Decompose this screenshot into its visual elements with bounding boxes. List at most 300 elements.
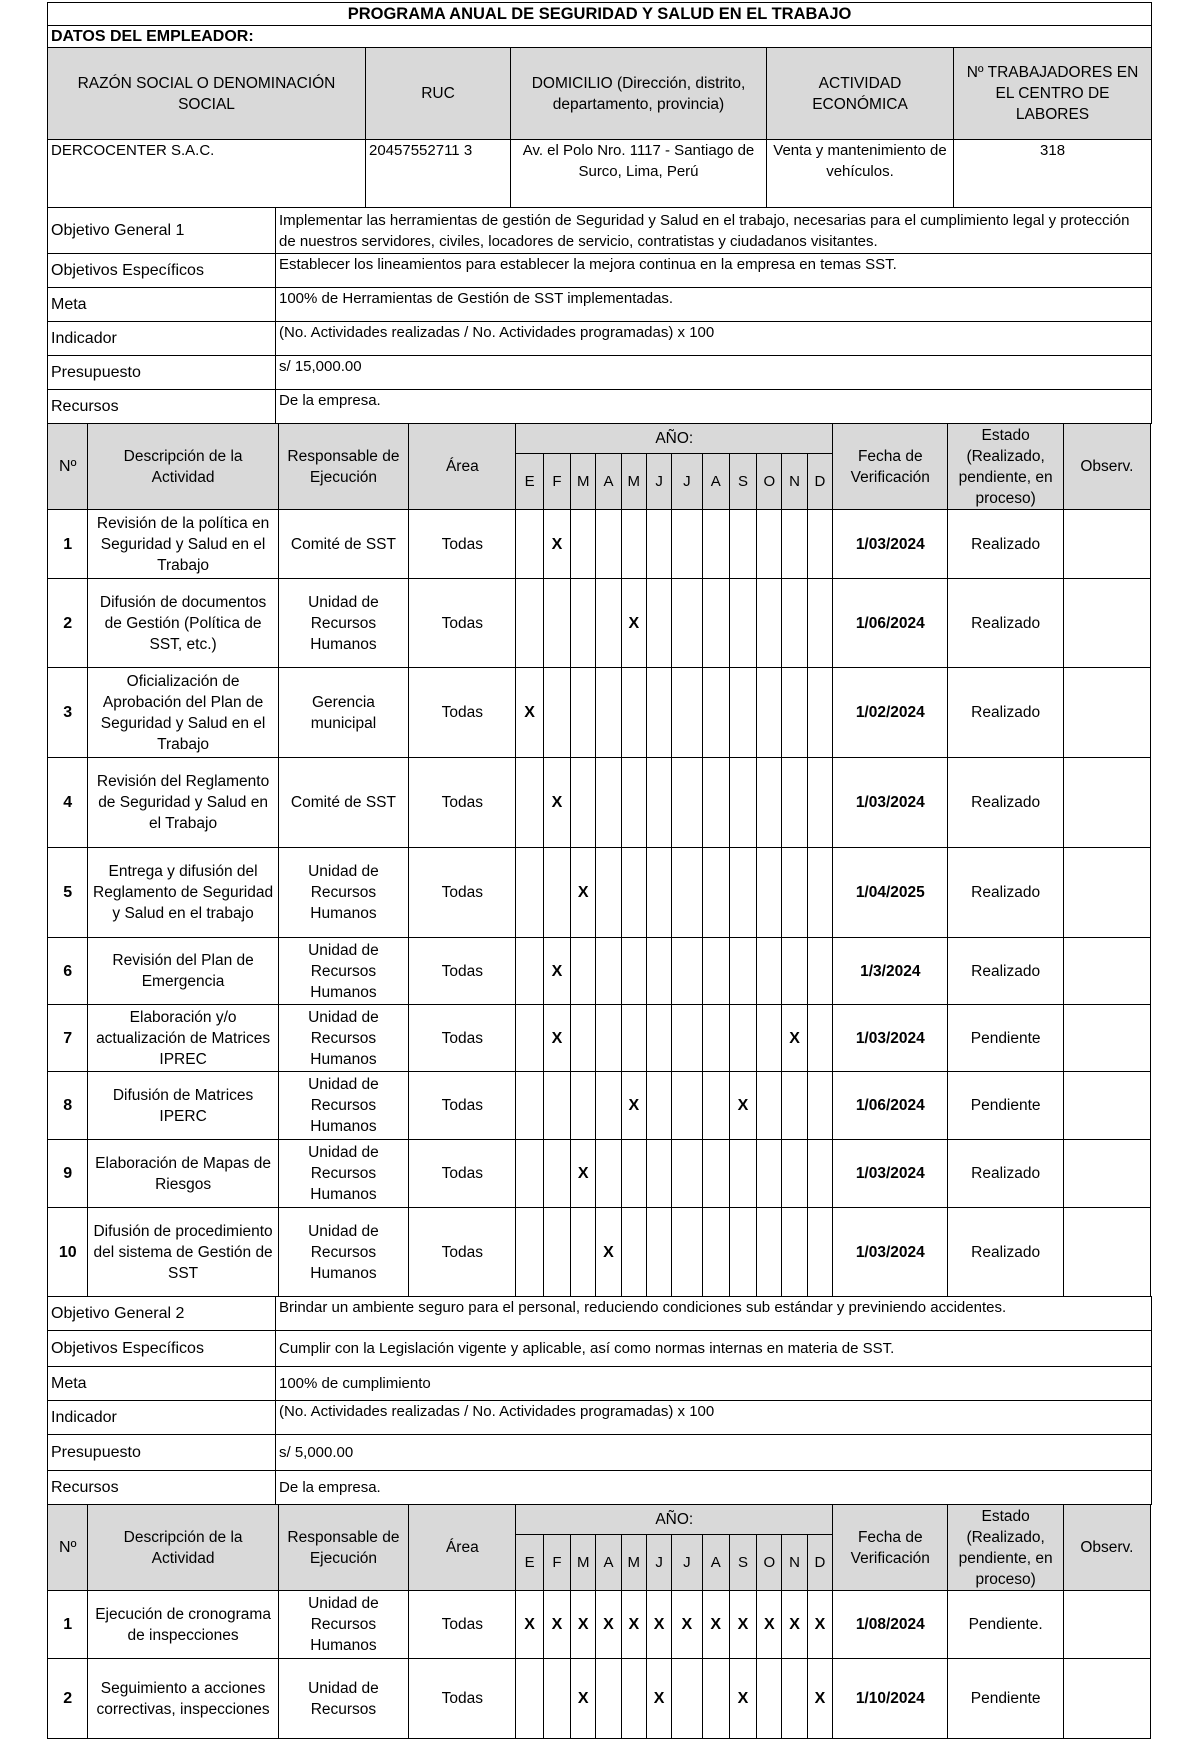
activity-area: Todas (409, 668, 516, 758)
activity-month-mark (702, 938, 729, 1005)
col-descripcion: Descripción de la Actividad (88, 1505, 278, 1591)
obj1-recursos-label: Recursos (48, 390, 276, 424)
activity-month-mark (757, 510, 782, 579)
activity-month-mark (646, 938, 671, 1005)
activity-responsible: Unidad de Recursos Humanos (278, 1072, 409, 1140)
activity-month-mark (621, 1208, 646, 1297)
activity-month-mark (571, 1005, 596, 1072)
activity-month-mark (807, 1072, 832, 1140)
activity-description: Elaboración de Mapas de Riesgos (88, 1140, 278, 1208)
activity-month-mark (621, 1140, 646, 1208)
activity-month-mark (672, 579, 702, 668)
activity-month-mark (646, 579, 671, 668)
activity-month-mark (757, 1140, 782, 1208)
activity-month-mark (729, 510, 756, 579)
activity-month-mark (621, 758, 646, 848)
month-header: J (672, 454, 702, 510)
activity-month-mark (516, 1005, 543, 1072)
obj2-general-value: Brindar un ambiente seguro para el personal, reduciendo condiciones sub estándar y previniendo accidentes. (276, 1297, 1152, 1331)
obj1-presupuesto-value: s/ 15,000.00 (276, 356, 1152, 390)
activity-description: Difusión de Matrices IPERC (88, 1072, 278, 1140)
activity-month-mark: X (516, 1591, 543, 1659)
activity-month-mark (596, 1140, 621, 1208)
activity-status: Pendiente. (948, 1591, 1063, 1659)
month-header: A (596, 1535, 621, 1591)
col-descripcion: Descripción de la Actividad (88, 424, 278, 510)
activity-month-mark (702, 1140, 729, 1208)
activity-verification-date: 1/08/2024 (833, 1591, 948, 1659)
activity-area: Todas (409, 579, 516, 668)
obj2-indicador-label: Indicador (48, 1401, 276, 1435)
activity-month-mark (757, 848, 782, 938)
activity-month-mark (646, 510, 671, 579)
activity-responsible: Unidad de Recursos Humanos (278, 848, 409, 938)
activity-month-mark (596, 579, 621, 668)
activity-month-mark (621, 1659, 646, 1739)
activity-month-mark: X (729, 1072, 756, 1140)
obj2-general-label: Objetivo General 2 (48, 1297, 276, 1331)
activity-row (48, 938, 1151, 1005)
activity-month-mark (757, 1208, 782, 1297)
obj2-recursos-value: De la empresa. (276, 1471, 1152, 1505)
activity-month-mark (672, 510, 702, 579)
activity-month-mark (621, 938, 646, 1005)
month-header: A (596, 454, 621, 510)
activity-verification-date: 1/03/2024 (833, 1208, 948, 1297)
activity-responsible: Comité de SST (278, 510, 409, 579)
col-num: Nº (48, 424, 88, 510)
activity-month-mark: X (646, 1591, 671, 1659)
activity-responsible: Unidad de Recursos Humanos (278, 1208, 409, 1297)
activity-observation (1063, 848, 1150, 938)
activity-month-mark (757, 668, 782, 758)
activity-month-mark (516, 758, 543, 848)
activity-month-mark (516, 1072, 543, 1140)
activity-month-mark (672, 1659, 702, 1739)
activity-verification-date: 1/10/2024 (833, 1659, 948, 1739)
obj2-indicador-value: (No. Actividades realizadas / No. Actividades programadas) x 100 (276, 1401, 1152, 1435)
activity-responsible: Comité de SST (278, 758, 409, 848)
month-header: S (729, 1535, 756, 1591)
activity-month-mark (672, 1005, 702, 1072)
activity-month-mark: X (646, 1659, 671, 1739)
activity-month-mark (672, 1208, 702, 1297)
activity-month-mark: X (543, 510, 570, 579)
obj1-meta-label: Meta (48, 288, 276, 322)
obj1-especificos-value: Establecer los lineamientos para establecer la mejora continua en la empresa en temas SST. (276, 254, 1152, 288)
activity-month-mark (646, 848, 671, 938)
col-observ: Observ. (1063, 1505, 1150, 1591)
month-header: O (757, 1535, 782, 1591)
activity-responsible: Unidad de Recursos (278, 1659, 409, 1739)
activity-month-mark (702, 1005, 729, 1072)
objective2-activities (47, 1504, 1151, 1739)
activity-number: 10 (48, 1208, 88, 1297)
month-header: A (702, 1535, 729, 1591)
activity-observation (1063, 1591, 1150, 1659)
activity-month-mark (543, 1659, 570, 1739)
activity-month-mark (757, 938, 782, 1005)
value-ruc: 20457552711 3 (366, 140, 511, 208)
activity-status: Pendiente (948, 1005, 1063, 1072)
activity-month-mark (782, 668, 807, 758)
activity-area: Todas (409, 1208, 516, 1297)
activity-description: Oficialización de Aprobación del Plan de Seguridad y Salud en el Trabajo (88, 668, 278, 758)
activity-area: Todas (409, 1072, 516, 1140)
activity-observation (1063, 1072, 1150, 1140)
obj2-meta-value: 100% de cumplimiento (276, 1367, 1152, 1401)
activity-row (48, 510, 1151, 579)
month-header: M (621, 454, 646, 510)
activity-month-mark (596, 938, 621, 1005)
activity-verification-date: 1/03/2024 (833, 510, 948, 579)
obj1-meta-value: 100% de Herramientas de Gestión de SST implementadas. (276, 288, 1152, 322)
activity-month-mark (807, 510, 832, 579)
activity-month-mark (672, 758, 702, 848)
month-header: O (757, 454, 782, 510)
activity-observation (1063, 668, 1150, 758)
activity-month-mark (596, 510, 621, 579)
value-trabajadores: 318 (954, 140, 1152, 208)
obj2-especificos-value: Cumplir con la Legislación vigente y aplicable, así como normas internas en materia de SST. (276, 1331, 1152, 1367)
activity-status: Realizado (948, 758, 1063, 848)
activity-responsible: Unidad de Recursos Humanos (278, 1591, 409, 1659)
month-header: N (782, 454, 807, 510)
activity-verification-date: 1/02/2024 (833, 668, 948, 758)
activity-month-mark (782, 1208, 807, 1297)
header-razon-social: RAZÓN SOCIAL O DENOMINACIÓN SOCIAL (48, 48, 366, 140)
activity-month-mark (702, 1072, 729, 1140)
activity-month-mark: X (702, 1591, 729, 1659)
activity-month-mark (672, 848, 702, 938)
activity-month-mark (729, 1208, 756, 1297)
activity-month-mark (807, 758, 832, 848)
activity-area: Todas (409, 848, 516, 938)
activity-month-mark (807, 668, 832, 758)
objective1-activities (47, 423, 1151, 1297)
activity-status: Pendiente (948, 1659, 1063, 1739)
activity-month-mark (596, 1072, 621, 1140)
activity-responsible: Unidad de Recursos Humanos (278, 938, 409, 1005)
activity-month-mark: X (543, 938, 570, 1005)
objective1-info (47, 207, 1152, 424)
month-header: F (543, 1535, 570, 1591)
activity-month-mark (596, 1005, 621, 1072)
obj1-general-label: Objetivo General 1 (48, 208, 276, 254)
month-header: J (646, 1535, 671, 1591)
month-header: M (571, 1535, 596, 1591)
activity-month-mark (543, 579, 570, 668)
activity-description: Difusión de procedimiento del sistema de Gestión de SST (88, 1208, 278, 1297)
activity-month-mark (807, 848, 832, 938)
activity-month-mark (702, 758, 729, 848)
activity-row (48, 668, 1151, 758)
col-responsable: Responsable de Ejecución (278, 424, 409, 510)
activity-month-mark (782, 938, 807, 1005)
activity-status: Realizado (948, 668, 1063, 758)
document-title: PROGRAMA ANUAL DE SEGURIDAD Y SALUD EN EL TRABAJO (48, 3, 1152, 26)
activity-number: 4 (48, 758, 88, 848)
activity-month-mark (782, 1072, 807, 1140)
obj1-activity-rows (48, 510, 1151, 1297)
activity-month-mark: X (571, 1659, 596, 1739)
activity-number: 8 (48, 1072, 88, 1140)
activity-month-mark (807, 1208, 832, 1297)
activity-month-mark (516, 510, 543, 579)
activity-month-mark (596, 1659, 621, 1739)
value-razon-social: DERCOCENTER S.A.C. (48, 140, 366, 208)
activity-row (48, 1208, 1151, 1297)
activity-status: Realizado (948, 1140, 1063, 1208)
activity-number: 3 (48, 668, 88, 758)
activity-month-mark (702, 579, 729, 668)
activity-responsible: Unidad de Recursos Humanos (278, 1140, 409, 1208)
month-header: E (516, 1535, 543, 1591)
col-area: Área (409, 1505, 516, 1591)
obj1-especificos-label: Objetivos Específicos (48, 254, 276, 288)
activity-month-mark (807, 1140, 832, 1208)
activity-month-mark: X (621, 1072, 646, 1140)
activity-number: 1 (48, 510, 88, 579)
activity-row (48, 579, 1151, 668)
activity-month-mark (702, 848, 729, 938)
activity-status: Realizado (948, 510, 1063, 579)
activity-observation (1063, 758, 1150, 848)
activity-area: Todas (409, 1591, 516, 1659)
activity-month-mark (596, 758, 621, 848)
activity-month-mark (646, 1072, 671, 1140)
activity-row (48, 1591, 1151, 1659)
month-header: A (702, 454, 729, 510)
header-domicilio: DOMICILIO (Dirección, distrito, departamento, provincia) (511, 48, 767, 140)
activity-month-mark (571, 668, 596, 758)
activity-verification-date: 1/06/2024 (833, 1072, 948, 1140)
activity-number: 9 (48, 1140, 88, 1208)
activity-month-mark (729, 1140, 756, 1208)
activity-month-mark (729, 1005, 756, 1072)
activity-area: Todas (409, 510, 516, 579)
obj2-especificos-label: Objetivos Específicos (48, 1331, 276, 1367)
activity-month-mark (702, 668, 729, 758)
activity-observation (1063, 1659, 1150, 1739)
activity-month-mark (621, 668, 646, 758)
col-estado: Estado (Realizado, pendiente, en proceso) (948, 1505, 1063, 1591)
header-trabajadores: Nº TRABAJADORES EN EL CENTRO DE LABORES (954, 48, 1152, 140)
activity-month-mark (571, 1072, 596, 1140)
activity-month-mark (782, 1140, 807, 1208)
month-header: D (807, 1535, 832, 1591)
activity-month-mark (757, 579, 782, 668)
activity-month-mark (646, 1140, 671, 1208)
activity-month-mark (757, 1659, 782, 1739)
activity-row (48, 1005, 1151, 1072)
col-anio: AÑO: (516, 1505, 833, 1535)
activity-month-mark: X (543, 1005, 570, 1072)
activity-area: Todas (409, 758, 516, 848)
obj1-indicador-value: (No. Actividades realizadas / No. Actividades programadas) x 100 (276, 322, 1152, 356)
col-num: Nº (48, 1505, 88, 1591)
activity-month-mark (543, 1140, 570, 1208)
activity-month-mark (516, 1659, 543, 1739)
activity-status: Realizado (948, 1208, 1063, 1297)
activity-observation (1063, 938, 1150, 1005)
activity-verification-date: 1/3/2024 (833, 938, 948, 1005)
activity-month-mark (646, 1208, 671, 1297)
col-estado: Estado (Realizado, pendiente, en proceso) (948, 424, 1063, 510)
activity-month-mark: X (596, 1208, 621, 1297)
activity-row (48, 758, 1151, 848)
col-observ: Observ. (1063, 424, 1150, 510)
activity-description: Revisión de la política en Seguridad y Salud en el Trabajo (88, 510, 278, 579)
employer-section-label: DATOS DEL EMPLEADOR: (48, 26, 1152, 48)
activity-month-mark (672, 1140, 702, 1208)
month-header: S (729, 454, 756, 510)
activity-row (48, 848, 1151, 938)
activity-month-mark (621, 1005, 646, 1072)
activity-month-mark (672, 668, 702, 758)
activity-month-mark: X (621, 579, 646, 668)
obj1-presupuesto-label: Presupuesto (48, 356, 276, 390)
obj2-presupuesto-value: s/ 5,000.00 (276, 1435, 1152, 1471)
month-header: J (646, 454, 671, 510)
activity-month-mark (516, 579, 543, 668)
activity-month-mark (571, 510, 596, 579)
month-header: N (782, 1535, 807, 1591)
activity-responsible: Unidad de Recursos Humanos (278, 579, 409, 668)
activity-month-mark: X (596, 1591, 621, 1659)
activity-month-mark (621, 848, 646, 938)
activity-month-mark (571, 579, 596, 668)
activity-number: 5 (48, 848, 88, 938)
activity-verification-date: 1/04/2025 (833, 848, 948, 938)
header-actividad: ACTIVIDAD ECONÓMICA (767, 48, 954, 140)
activity-month-mark (757, 758, 782, 848)
document (47, 2, 1151, 1739)
header-ruc: RUC (366, 48, 511, 140)
activity-area: Todas (409, 1140, 516, 1208)
activity-month-mark (646, 1005, 671, 1072)
activity-month-mark (702, 510, 729, 579)
activity-description: Ejecución de cronograma de inspecciones (88, 1591, 278, 1659)
activity-month-mark: X (571, 1591, 596, 1659)
activity-month-mark: X (782, 1005, 807, 1072)
activity-description: Seguimiento a acciones correctivas, inspecciones (88, 1659, 278, 1739)
activity-month-mark (729, 848, 756, 938)
activity-month-mark: X (729, 1591, 756, 1659)
value-domicilio: Av. el Polo Nro. 1117 - Santiago de Surco, Lima, Perú (511, 140, 767, 208)
activity-month-mark (757, 1005, 782, 1072)
activity-month-mark: X (543, 758, 570, 848)
activity-status: Realizado (948, 848, 1063, 938)
activity-month-mark (621, 510, 646, 579)
activity-month-mark: X (782, 1591, 807, 1659)
activity-month-mark (807, 1005, 832, 1072)
activity-month-mark: X (672, 1591, 702, 1659)
employer-table (47, 2, 1152, 208)
activity-area: Todas (409, 1005, 516, 1072)
obj2-presupuesto-label: Presupuesto (48, 1435, 276, 1471)
activity-month-mark (729, 938, 756, 1005)
obj1-activity-header (48, 424, 1151, 510)
activity-number: 6 (48, 938, 88, 1005)
objective2-info (47, 1296, 1152, 1505)
activity-month-mark: X (543, 1591, 570, 1659)
activity-month-mark (571, 758, 596, 848)
activity-number: 7 (48, 1005, 88, 1072)
col-area: Área (409, 424, 516, 510)
month-header: M (571, 454, 596, 510)
activity-month-mark (571, 938, 596, 1005)
activity-description: Revisión del Plan de Emergencia (88, 938, 278, 1005)
activity-month-mark (596, 848, 621, 938)
activity-month-mark: X (807, 1591, 832, 1659)
activity-month-mark (516, 1208, 543, 1297)
activity-month-mark (782, 1659, 807, 1739)
activity-status: Realizado (948, 579, 1063, 668)
activity-description: Difusión de documentos de Gestión (Política de SST, etc.) (88, 579, 278, 668)
activity-month-mark (782, 510, 807, 579)
activity-month-mark (807, 579, 832, 668)
obj1-recursos-value: De la empresa. (276, 390, 1152, 424)
activity-observation (1063, 510, 1150, 579)
activity-number: 2 (48, 579, 88, 668)
activity-month-mark (571, 1208, 596, 1297)
activity-month-mark (702, 1659, 729, 1739)
activity-month-mark (702, 1208, 729, 1297)
activity-month-mark (672, 938, 702, 1005)
activity-month-mark (646, 668, 671, 758)
obj2-activity-header (48, 1505, 1151, 1591)
activity-responsible: Gerencia municipal (278, 668, 409, 758)
activity-area: Todas (409, 1659, 516, 1739)
obj1-indicador-label: Indicador (48, 322, 276, 356)
activity-month-mark: X (516, 668, 543, 758)
activity-month-mark: X (757, 1591, 782, 1659)
obj2-activity-rows (48, 1591, 1151, 1739)
value-actividad: Venta y mantenimiento de vehículos. (767, 140, 954, 208)
activity-status: Realizado (948, 938, 1063, 1005)
activity-month-mark (516, 1140, 543, 1208)
month-header: J (672, 1535, 702, 1591)
activity-month-mark (782, 579, 807, 668)
activity-number: 2 (48, 1659, 88, 1739)
activity-month-mark (543, 848, 570, 938)
activity-area: Todas (409, 938, 516, 1005)
activity-month-mark (782, 758, 807, 848)
activity-observation (1063, 1140, 1150, 1208)
activity-month-mark (782, 848, 807, 938)
month-header: F (543, 454, 570, 510)
activity-month-mark: X (571, 848, 596, 938)
col-anio: AÑO: (516, 424, 833, 454)
activity-month-mark (543, 668, 570, 758)
activity-responsible: Unidad de Recursos Humanos (278, 1005, 409, 1072)
activity-month-mark (516, 938, 543, 1005)
activity-verification-date: 1/03/2024 (833, 758, 948, 848)
activity-month-mark (729, 758, 756, 848)
activity-status: Pendiente (948, 1072, 1063, 1140)
month-header: E (516, 454, 543, 510)
activity-month-mark (729, 668, 756, 758)
activity-description: Entrega y difusión del Reglamento de Seguridad y Salud en el trabajo (88, 848, 278, 938)
activity-observation (1063, 579, 1150, 668)
col-fecha: Fecha de Verificación (833, 424, 948, 510)
activity-observation (1063, 1005, 1150, 1072)
activity-month-mark (807, 938, 832, 1005)
activity-month-mark: X (807, 1659, 832, 1739)
month-header: M (621, 1535, 646, 1591)
activity-verification-date: 1/03/2024 (833, 1005, 948, 1072)
